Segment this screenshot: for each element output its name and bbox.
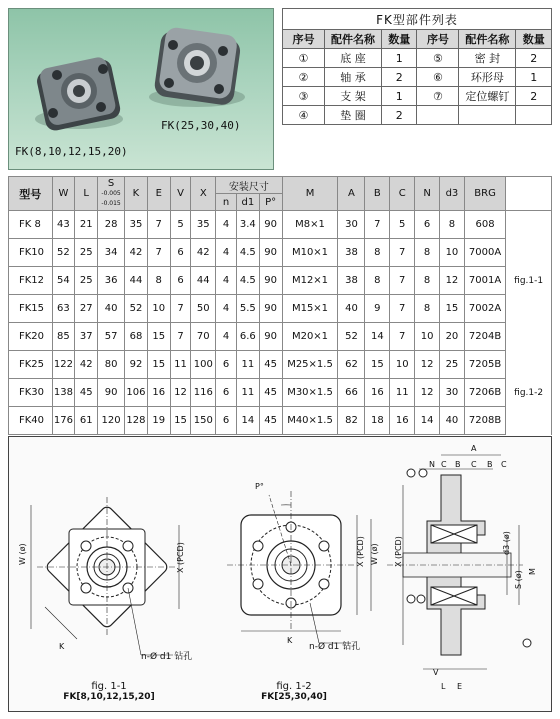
fig1-W-label: W (ø) (18, 543, 27, 565)
dimension-cell: 66 (338, 379, 365, 407)
dimension-cell: 52 (338, 323, 365, 351)
parts-cell: ② (283, 68, 325, 87)
dimension-cell: M25×1.5 (282, 351, 338, 379)
fig2-K-label: K (287, 636, 293, 645)
dimension-cell: 6 (216, 407, 237, 435)
dimension-cell: 35 (125, 211, 148, 239)
dimension-cell: 150 (191, 407, 216, 435)
parts-row (283, 49, 552, 68)
dimension-cell: 6 (216, 379, 237, 407)
dimension-row (9, 211, 552, 239)
dimension-cell: 45 (259, 351, 282, 379)
fig1-hole-label: n-Ø d1 钻孔 (141, 652, 193, 662)
dimension-cell: 7 (390, 323, 415, 351)
dimension-cell: 28 (98, 211, 125, 239)
dimension-cell: 15 (147, 323, 170, 351)
dimension-cell: 52 (125, 295, 148, 323)
dimension-cell: 14 (415, 407, 440, 435)
col-S-tol-top: -0.005 (101, 190, 121, 197)
parts-cell: ⑤ (417, 49, 459, 68)
col-n: n (216, 194, 237, 211)
parts-row (283, 68, 552, 87)
dimension-cell: 7 (390, 267, 415, 295)
dimension-cell: 57 (98, 323, 125, 351)
header-cell: 数量 (381, 30, 417, 49)
dimension-cell: 54 (52, 267, 75, 295)
dimension-cell: 14 (365, 323, 390, 351)
dimension-cell: 11 (236, 351, 259, 379)
dimension-cell: 8 (365, 239, 390, 267)
header-cell: 序号 (283, 30, 325, 49)
dimension-cell: 40 (338, 295, 365, 323)
dimension-cell: 10 (440, 239, 465, 267)
dimension-cell: 27 (75, 295, 98, 323)
dimension-cell: 6 (170, 239, 191, 267)
dimension-cell: 25 (440, 351, 465, 379)
dimension-cell: 4 (216, 267, 237, 295)
dimension-cell: 5 (170, 211, 191, 239)
parts-cell: 环形母 (459, 68, 516, 87)
dimension-cell: 122 (52, 351, 75, 379)
dimension-cell: 106 (125, 379, 148, 407)
dimension-cell: 44 (191, 267, 216, 295)
dimension-cell: 7001A (464, 267, 505, 295)
dimension-cell: 6 (415, 211, 440, 239)
dimension-cell: 42 (75, 351, 98, 379)
dimension-row (9, 239, 552, 267)
dimension-cell: 20 (440, 323, 465, 351)
dimension-cell: 14 (236, 407, 259, 435)
dimension-cell: M15×1 (282, 295, 338, 323)
dimension-row (9, 407, 552, 435)
parts-cell (459, 106, 516, 125)
dimension-cell: 16 (390, 407, 415, 435)
fig1-title: fig. 1-1 (91, 681, 127, 692)
dimension-cell: 45 (259, 379, 282, 407)
dimension-cell: 16 (365, 379, 390, 407)
fig1-models: FK[8,10,12,15,20] (63, 692, 155, 702)
dimension-cell: 8 (415, 239, 440, 267)
section-C3-label: C (501, 460, 507, 469)
section-B2-label: B (487, 460, 493, 469)
fig2-title: fig. 1-2 (276, 681, 312, 692)
col-B: B (365, 177, 390, 211)
dimension-cell: 6 (170, 267, 191, 295)
col-P: P° (259, 194, 282, 211)
dimension-cell: 15 (365, 351, 390, 379)
dimension-row (9, 267, 552, 295)
fig1-1-drawing (31, 497, 179, 655)
col-L: L (75, 177, 98, 211)
parts-cell: 密 封 (459, 49, 516, 68)
section-M-label: M (528, 568, 537, 575)
col-fig (506, 177, 552, 211)
parts-cell: 2 (516, 87, 552, 106)
parts-row (283, 87, 552, 106)
section-X-label: X (PCD) (394, 536, 403, 567)
dimension-cell: 44 (125, 267, 148, 295)
dimension-cell: 7002A (464, 295, 505, 323)
header-cell: 序号 (417, 30, 459, 49)
dimension-cell: FK10 (9, 239, 53, 267)
dimension-cell: 8 (365, 267, 390, 295)
dimension-cell: 45 (75, 379, 98, 407)
fig2-P-label: P° (255, 482, 264, 491)
section-L-label: L (441, 682, 446, 691)
dimension-cell: 16 (147, 379, 170, 407)
dimension-cell: 12 (415, 379, 440, 407)
dimension-row (9, 323, 552, 351)
dimension-cell: 176 (52, 407, 75, 435)
dimension-cell: 4 (216, 295, 237, 323)
fig2-caption (239, 681, 349, 702)
fig1-K-label: K (59, 642, 65, 651)
dimension-cell: 12 (440, 267, 465, 295)
dimension-cell: 70 (191, 323, 216, 351)
dimension-cell: 35 (191, 211, 216, 239)
dimension-cell: 40 (98, 295, 125, 323)
dimension-cell: 82 (338, 407, 365, 435)
parts-table-body (283, 49, 552, 125)
dimension-cell: 25 (75, 267, 98, 295)
dimension-cell: M10×1 (282, 239, 338, 267)
dimension-cell: 80 (98, 351, 125, 379)
dimension-cell: 5 (390, 211, 415, 239)
col-X: X (191, 177, 216, 211)
small-unit-caption: FK(8,10,12,15,20) (15, 145, 128, 158)
dimension-cell: 7 (147, 239, 170, 267)
dimension-cell: 63 (52, 295, 75, 323)
dimension-cell: 4 (216, 323, 237, 351)
col-S (98, 177, 125, 211)
parts-row (283, 106, 552, 125)
dimension-cell: 3.4 (236, 211, 259, 239)
dimension-cell: 8 (415, 267, 440, 295)
section-view-drawing (387, 455, 531, 669)
dimension-cell: 19 (147, 407, 170, 435)
section-S-label: S (ø) (514, 570, 523, 589)
col-C: C (390, 177, 415, 211)
col-M: M (282, 177, 338, 211)
fig2-hole-label: n-Ø d1 钻孔 (309, 642, 361, 652)
col-BRG: BRG (464, 177, 505, 211)
parts-cell: 1 (381, 87, 417, 106)
dimension-cell: 42 (191, 239, 216, 267)
col-K: K (125, 177, 148, 211)
dimension-cell: 6.6 (236, 323, 259, 351)
dimension-cell: 30 (338, 211, 365, 239)
dimension-cell: 6 (216, 351, 237, 379)
dimension-cell: 4.5 (236, 267, 259, 295)
dimension-cell: 4 (216, 211, 237, 239)
dimension-cell: 15 (147, 351, 170, 379)
dimension-row (9, 295, 552, 323)
dimension-row (9, 351, 552, 379)
dimension-cell: 4 (216, 239, 237, 267)
dimension-cell: 8 (415, 295, 440, 323)
dimension-cell: 43 (52, 211, 75, 239)
section-d3-label: d3 (ø) (502, 531, 511, 555)
col-E: E (147, 177, 170, 211)
dimension-cell: 34 (98, 239, 125, 267)
dimension-cell: M40×1.5 (282, 407, 338, 435)
parts-table-header (283, 30, 552, 49)
dimension-cell: 7000A (464, 239, 505, 267)
header-cell: 数量 (516, 30, 552, 49)
section-C2-label: C (471, 460, 477, 469)
fig2-X-label: X (PCD) (356, 536, 365, 567)
dimension-cell: 10 (147, 295, 170, 323)
technical-drawing-panel (8, 436, 552, 712)
dimension-cell: 90 (259, 211, 282, 239)
dimension-cell: FK20 (9, 323, 53, 351)
dimension-cell: 18 (365, 407, 390, 435)
dimension-cell: FK 8 (9, 211, 53, 239)
section-B-label: B (455, 460, 461, 469)
dimension-cell: 138 (52, 379, 75, 407)
dimension-cell: 90 (259, 295, 282, 323)
dimension-cell: 15 (170, 407, 191, 435)
dimension-cell: 25 (75, 239, 98, 267)
parts-cell: 定位螺钉 (459, 87, 516, 106)
dimension-cell: 8 (147, 267, 170, 295)
dimension-cell: 5.5 (236, 295, 259, 323)
dimension-cell: M8×1 (282, 211, 338, 239)
fig1-2-drawing (227, 491, 371, 643)
dimension-cell: 608 (464, 211, 505, 239)
dimension-cell: 61 (75, 407, 98, 435)
parts-list-table (282, 8, 552, 125)
dimension-cell: FK40 (9, 407, 53, 435)
parts-cell: ③ (283, 87, 325, 106)
dimension-cell: 8 (440, 211, 465, 239)
dimension-cell: 50 (191, 295, 216, 323)
dimension-cell: 12 (415, 351, 440, 379)
dimension-cell: 40 (440, 407, 465, 435)
dimension-cell: 37 (75, 323, 98, 351)
dimension-cell: 120 (98, 407, 125, 435)
parts-cell: 1 (381, 49, 417, 68)
parts-cell: 2 (516, 49, 552, 68)
dimension-row (9, 379, 552, 407)
parts-cell: ⑦ (417, 87, 459, 106)
parts-cell: 垫 圈 (324, 106, 381, 125)
large-unit-caption: FK(25,30,40) (161, 119, 241, 132)
dimension-cell: M12×1 (282, 267, 338, 295)
parts-cell (516, 106, 552, 125)
dimension-cell: 52 (52, 239, 75, 267)
dimension-cell: 38 (338, 267, 365, 295)
dimension-cell: 7 (365, 211, 390, 239)
large-unit-image (149, 26, 245, 107)
dimension-cell: FK25 (9, 351, 53, 379)
dimension-cell: 11 (236, 379, 259, 407)
parts-cell: 底 座 (324, 49, 381, 68)
parts-cell: 1 (516, 68, 552, 87)
header-cell: 配件名称 (459, 30, 516, 49)
dimension-cell: FK12 (9, 267, 53, 295)
dimension-cell: 42 (125, 239, 148, 267)
dimension-cell: 7 (390, 295, 415, 323)
col-N: N (415, 177, 440, 211)
dimension-cell: FK15 (9, 295, 53, 323)
dimension-cell: M20×1 (282, 323, 338, 351)
dimension-cell: 15 (440, 295, 465, 323)
parts-cell: 2 (381, 68, 417, 87)
parts-cell: 轴 承 (324, 68, 381, 87)
parts-cell: 支 架 (324, 87, 381, 106)
product-photo (8, 8, 274, 170)
fig2-W-label: W (ø) (370, 543, 379, 565)
dimension-cell: 7 (170, 295, 191, 323)
dimension-cell: 10 (415, 323, 440, 351)
figure-reference: fig.1-2 (506, 351, 552, 435)
dimension-cell: 90 (259, 267, 282, 295)
col-d3: d3 (440, 177, 465, 211)
section-E-label: E (457, 682, 463, 691)
col-d1: d1 (236, 194, 259, 211)
dimension-cell: 45 (259, 407, 282, 435)
parts-cell: 2 (381, 106, 417, 125)
small-unit-image (35, 56, 123, 133)
dimension-cell: 7 (147, 211, 170, 239)
section-A-label: A (471, 444, 477, 453)
header-cell: 配件名称 (324, 30, 381, 49)
col-W: W (52, 177, 75, 211)
section-N-label: N (429, 460, 435, 469)
col-S-tol-bottom: -0.015 (101, 200, 121, 207)
dimension-cell: 11 (390, 379, 415, 407)
col-V: V (170, 177, 191, 211)
dimension-table (8, 176, 552, 435)
dimension-cell: 4.5 (236, 239, 259, 267)
dimension-cell: FK30 (9, 379, 53, 407)
section-V-label: V (433, 668, 439, 677)
dimension-cell: 7204B (464, 323, 505, 351)
dimension-cell: 62 (338, 351, 365, 379)
dimension-cell: 100 (191, 351, 216, 379)
parts-table-title: FK型部件列表 (283, 9, 552, 30)
parts-cell (417, 106, 459, 125)
dimension-cell: 90 (259, 239, 282, 267)
dimension-cell: 7 (390, 239, 415, 267)
dimension-cell: 12 (170, 379, 191, 407)
fig1-X-label: X (PCD) (176, 542, 185, 573)
dimension-cell: 11 (170, 351, 191, 379)
dimension-cell: M30×1.5 (282, 379, 338, 407)
dimension-cell: 85 (52, 323, 75, 351)
dimension-cell: 90 (98, 379, 125, 407)
fig2-models: FK[25,30,40] (261, 692, 327, 702)
dimension-cell: 21 (75, 211, 98, 239)
col-install-group: 安装尺寸 (216, 177, 282, 194)
dimension-cell: 7 (170, 323, 191, 351)
dimension-cell: 92 (125, 351, 148, 379)
dimension-cell: 7208B (464, 407, 505, 435)
dimension-cell: 30 (440, 379, 465, 407)
dimension-cell: 116 (191, 379, 216, 407)
col-S-label: S (107, 178, 115, 189)
dimension-cell: 68 (125, 323, 148, 351)
dimension-cell: 36 (98, 267, 125, 295)
technical-drawing (9, 437, 551, 711)
parts-cell: ① (283, 49, 325, 68)
dimension-table-body (9, 211, 552, 435)
section-C-label: C (441, 460, 447, 469)
fig1-caption (49, 681, 169, 702)
dimension-cell: 90 (259, 323, 282, 351)
figure-reference: fig.1-1 (506, 211, 552, 351)
dimension-cell: 10 (390, 351, 415, 379)
dimension-cell: 7205B (464, 351, 505, 379)
parts-cell: ④ (283, 106, 325, 125)
dimension-cell: 128 (125, 407, 148, 435)
col-model: 型号 (9, 177, 53, 211)
col-A: A (338, 177, 365, 211)
parts-cell: ⑥ (417, 68, 459, 87)
dimension-cell: 7206B (464, 379, 505, 407)
dimension-cell: 38 (338, 239, 365, 267)
dimension-cell: 9 (365, 295, 390, 323)
